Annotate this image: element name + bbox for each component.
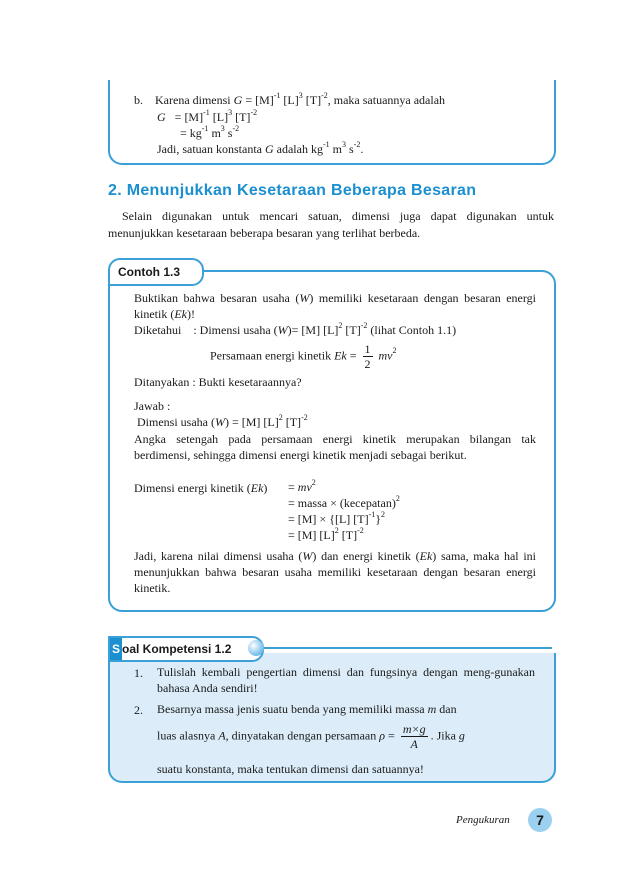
example-b-line3: = $kg^{-1}$ $m^3$ $s^{-2}$	[180, 124, 240, 140]
half-dimensionless-note: Angka setengah pada persamaan energi kinetik merupakan bilangan tak berdimensi, sehingga dimensi energi kinetik menjadi sebagai berikut.	[134, 432, 536, 462]
page-number: 7	[528, 808, 552, 832]
competency-q2-line2: luas alasnya A, dinyatakan dengan persamaan ρ = $\frac{m\times g}{A}$ . Jika g	[157, 722, 465, 751]
kinetic-energy-equation: Persamaan energi kinetik Ek = $\frac{1}{2}$ $mv^2$	[210, 342, 397, 371]
work-dimension: Dimensi usaha (W) = [M] $[L]^2$ $[T]^{-2}$	[137, 413, 308, 429]
ball-icon	[248, 640, 264, 656]
example-b-line2: G = $[M]^{-1}$ $[L]^3$ $[T]^{-2}$	[157, 108, 258, 124]
fraction-half: $\frac{1}{2}$	[364, 342, 371, 371]
kinetic-dimension-step2: = massa × (kecepatan)$^2$	[288, 494, 400, 510]
chapter-footer-label: Pengukuran	[456, 814, 510, 826]
competency-q2-line1: Besarnya massa jenis suatu benda yang memiliki massa m dan	[157, 702, 457, 716]
competency-tab-label: S oal Kompetensi 1.2	[108, 636, 264, 662]
kinetic-dimension-step3: = [M] × {[L] $[T]^{-1}\}^2$	[288, 510, 386, 526]
example-b-conclusion: Jadi, satuan konstanta G adalah $kg^{-1}$ $m^3$ $s^{-2}$.	[157, 140, 364, 156]
density-fraction: $\frac{m\times g}{A}$	[402, 722, 426, 751]
kinetic-dimension-step4: = [M] $[L]^2$ $[T]^{-2}$	[288, 526, 364, 542]
kinetic-dimension-step1: = $mv^2$	[288, 478, 316, 494]
section-heading: 2. Menunjukkan Kesetaraan Beberapa Besaran	[108, 182, 477, 199]
competency-q2-line3: suatu konstanta, maka tentukan dimensi dan satuannya!	[157, 762, 424, 776]
example-question: Buktikan bahwa besaran usaha (W) memiliki kesetaraan dengan besaran energi kinetik (Ek)!	[134, 291, 536, 321]
kinetic-dimension-row1: Dimensi energi kinetik (Ek)	[134, 481, 268, 495]
example-b-line1: b. Karena dimensi $G = [M]^{-1}$ $[L]^3$ $[T]^{-2}$, maka satuannya adalah	[134, 91, 446, 107]
example-answer-label: Jawab :	[134, 399, 171, 413]
example-conclusion: Jadi, karena nilai dimensi usaha (W) dan energi kinetik (Ek) sama, maka hal ini menunjukkan bahwa besaran usaha memiliki kesetaraan dengan besaran energi kinetik.	[134, 549, 537, 595]
example-asked: Ditanyakan : Bukti kesetaraannya?	[134, 375, 302, 389]
competency-header-rule	[262, 647, 552, 649]
section-paragraph: Selain digunakan untuk mencari satuan, dimensi juga dapat digunakan untuk menunjukkan kesetaraan beberapa besaran yang terlihat berbeda.	[108, 209, 554, 240]
competency-q2-number: 2.	[134, 703, 143, 717]
example-tab-label: Contoh 1.3	[108, 258, 204, 286]
example-known: Diketahui : Dimensi usaha (W)= [M] $[L]^2$ $[T]^{-2}$ (lihat Contoh 1.1)	[134, 321, 457, 337]
competency-q1-number: 1.	[134, 666, 143, 680]
competency-q1-text: Tulislah kembali pengertian dimensi dan fungsinya dengan meng-gunakan bahasa Anda sendiri!	[157, 665, 535, 695]
